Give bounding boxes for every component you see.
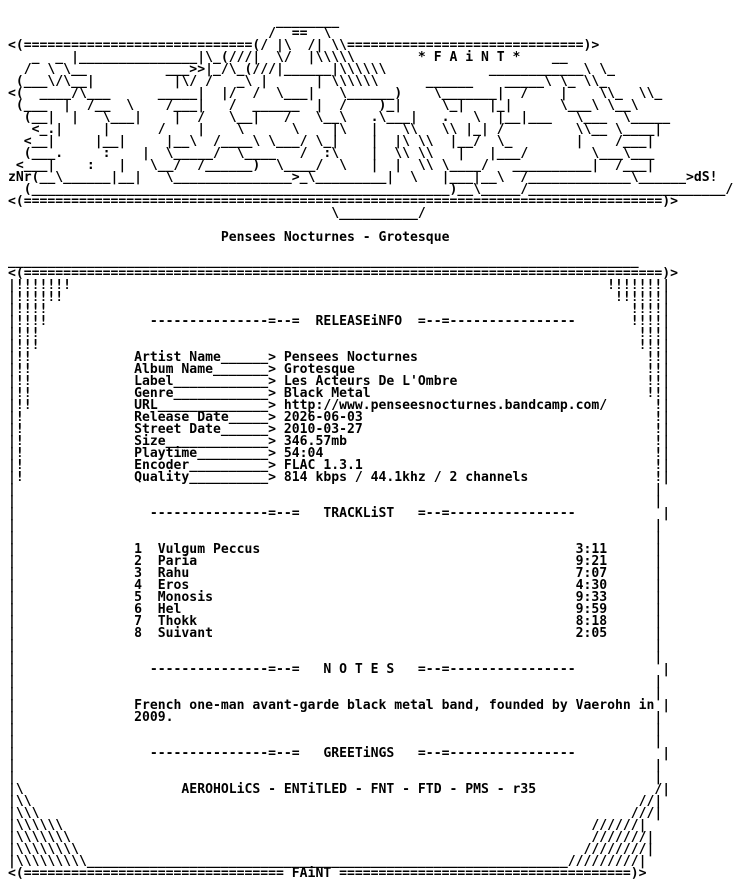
nfo-line: |\\ //| (8, 794, 663, 809)
nfo-line: | | (8, 722, 663, 737)
nfo-line: | | (8, 650, 663, 665)
nfo-line: |!! Label____________> Les Acteurs De L'Ombre !!| (8, 374, 671, 389)
nfo-line: | 4 Eros 4:30 | (8, 578, 663, 593)
nfo-line: <(=================================================================================)> (8, 266, 679, 281)
nfo-line: |! Street Date______> 2010-03-27 !| (8, 422, 671, 437)
nfo-line: | 5 Monosis 9:33 | (8, 590, 663, 605)
nfo-line: _ _ |_______________|\_(///| \/ |\\\\\ * F A i N T * __ (8, 50, 568, 65)
nfo-line: ________________________________________________________________________________ (8, 254, 639, 269)
nfo-line: |\\\\\\ //////| (8, 818, 647, 833)
nfo-line: | | (8, 674, 663, 689)
nfo-line: \__________/ (8, 206, 426, 221)
nfo-line: | | (8, 758, 663, 773)
nfo-document (8, 16, 733, 880)
nfo-line: / \ \__ ___>>|_/\_(///|______|\\\\\\ ____________\ \_ (8, 62, 615, 77)
nfo-line: <(=============================(/ |\ /| \\==============================)> (8, 38, 600, 53)
nfo-line: zNr(__\______|__| \_______________>_\_________| \ |___|__\ /_____________\______>dS! (8, 170, 718, 185)
nfo-line: <__| |__| |__\ /____\ \___/ \_| | |\ \\ |__/ \_ | /___| (8, 134, 655, 149)
nfo-line: (___\/\__| |\/ / _\ | | \\\\\\ ______ _____\ \_ \\_ (8, 74, 608, 89)
nfo-line: (__| | \___| | / \__| / \__\ .\___| . \ |__|___ \___ \_____ (8, 110, 671, 125)
nfo-line: |!!!!!! !!!!!!| (8, 290, 671, 305)
nfo-line: <(=================================================================================)> (8, 194, 679, 209)
nfo-line: (_____________________________________________________)__\_____/_________________________/ (8, 182, 733, 197)
nfo-line: |!!!!!!! !!!!!!!| (8, 278, 671, 293)
nfo-line: | | (8, 482, 663, 497)
nfo-line: | ---------------=--= TRACKLiST =--=---------------- | (8, 506, 671, 521)
nfo-line: | ---------------=--= GREETiNGS =--=---------------- | (8, 746, 671, 761)
nfo-line: ________ (8, 14, 340, 29)
nfo-line: | | (8, 734, 663, 749)
nfo-line: |! Playtime_________> 54:04 !| (8, 446, 671, 461)
nfo-line: <(================================= FAiNT =====================================)> (8, 866, 647, 881)
nfo-line: |! Encoder__________> FLAC 1.3.1 !| (8, 458, 671, 473)
nfo-line: | | (8, 494, 663, 509)
nfo-line: | ---------------=--= N O T E S =--=---------------- | (8, 662, 671, 677)
nfo-line: | | (8, 530, 663, 545)
nfo-line: |!!! !!!| (8, 326, 671, 341)
nfo-line: | 1 Vulgum Peccus 3:11 | (8, 542, 663, 557)
nfo-line: Pensees Nocturnes - Grotesque (8, 230, 450, 245)
nfo-line: |! Release Date_____> 2026-06-03 !| (8, 410, 671, 425)
nfo-line: |\\\ ///| (8, 806, 663, 821)
nfo-line: |!! URL______________> http://www.penseesnocturnes.bandcamp.com/ !| (8, 398, 671, 413)
nfo-line: (___ | /__ \ /___| / ______ | / )_| \_| |_| \___\ \__\ (8, 98, 639, 113)
nfo-line: | French one-man avant-garde black metal band, founded by Vaerohn in | (8, 698, 671, 713)
nfo-line: |\ AEROHOLiCS - ENTiTLED - FNT - FTD - PMS - r35 /| (8, 782, 671, 797)
nfo-line: <( ____/\___ _____| |/ / \___| \______) \_______| / | \\_ \\_ (8, 86, 663, 101)
nfo-line: | | (8, 770, 663, 785)
nfo-line: | | (8, 638, 663, 653)
nfo-line: |!!!! !!!!| (8, 302, 671, 317)
nfo-line: (___. : | \_____/ \____ / :\ | \\ \\ | |___/ \___\___ (8, 146, 655, 161)
nfo-line: / == \ (8, 26, 332, 41)
nfo-line: |! Size_____________> 346.57mb !| (8, 434, 671, 449)
nfo-line: | | (8, 686, 663, 701)
nfo-line: | 8 Suivant 2:05 | (8, 626, 663, 641)
nfo-line: | 7 Thokk 8:18 | (8, 614, 663, 629)
nfo-line: |!!!! ---------------=--= RELEASEiNFO =--=---------------- !!!!| (8, 314, 671, 329)
nfo-line: |!! Genre____________> Black Metal !!| (8, 386, 671, 401)
nfo-line: | 6 Hel 9:59 | (8, 602, 663, 617)
nfo-line: | 3 Rahu 7:07 | (8, 566, 663, 581)
nfo-line: |\\\\\\\ ///////| (8, 830, 655, 845)
nfo-line: |\\\\\\\\ ////////| (8, 842, 655, 857)
nfo-line: |!! Album Name_______> Grotesque !!| (8, 362, 671, 377)
nfo-line: |! Quality__________> 814 kbps / 44.1khz / 2 channels !| (8, 470, 671, 485)
nfo-line: |!!! !!!| (8, 338, 671, 353)
nfo-line: | | (8, 518, 663, 533)
nfo-line: <___| : | \__/ /______) \____/ \ | | \\ \____/ __________| /___| (8, 158, 655, 173)
nfo-line: <_.| | / | \ \ |\ | \\ \\ |_| / \\__ \____| (8, 122, 663, 137)
nfo-line: |!! Artist Name______> Pensees Nocturnes !!| (8, 350, 671, 365)
nfo-line: | 2009. | (8, 710, 663, 725)
nfo-line: | 2 Paria 9:21 | (8, 554, 663, 569)
nfo-line: |\\\\\\\\\_____________________________________________________________/////////| (8, 854, 647, 869)
